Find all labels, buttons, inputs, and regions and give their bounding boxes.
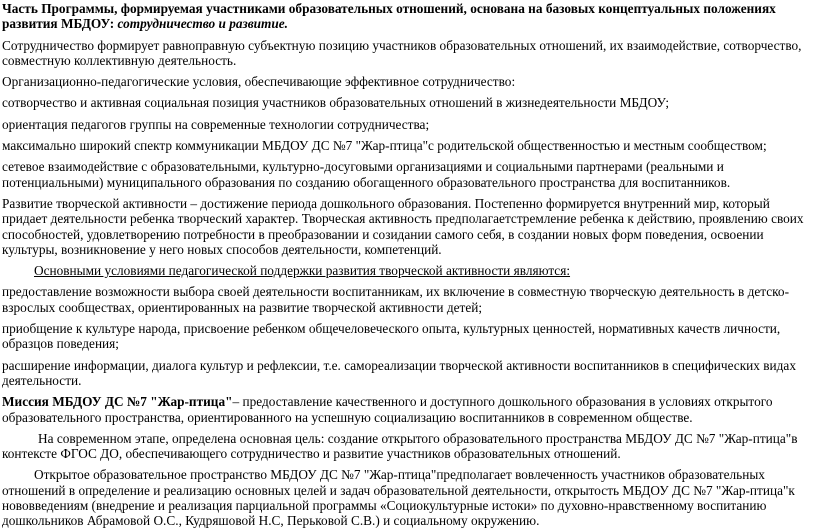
paragraph-creative-activity: Развитие творческой активности – достижение периода дошкольного образования. Постепенно формируется внутренний мир, который придает деятельности ребенка творческий характер. Творческая активность предполагаетстремление ребенка к действию, проявлению своих способностей, удовлетворению потребности в преобразовании и созидании самого себя, в создании новых форм поведения, освоении культуры, возникновение у него новых способов деятельности, компетенций.: [2, 195, 804, 257]
paragraph-mission: [2, 394, 812, 425]
support-conditions-underlined: Основными условиями педагогической поддержки развития творческой активности являются:: [34, 263, 571, 279]
paragraph-support-conditions: [2, 263, 812, 278]
list-item-communication: максимально широкий спектр коммуникации МБДОУ ДС №7 "Жар-птица"с родительской общественностью и местным сообществом;: [2, 138, 767, 154]
paragraph-cooperation: Сотрудничество формирует равноправную субъектную позицию участников образовательных отношений, их взаимодействие, сотворчество, совместную коллективную деятельность.: [2, 37, 802, 68]
title-italic-text: сотрудничество и развитие.: [117, 16, 288, 32]
list-item-cocreation: сотворчество и активная социальная позиция участников образовательных отношений в жизнедеятельности МБДОУ;: [2, 95, 670, 111]
paragraph-main-goal: На современном этапе, определена основная цель: создание открытого образовательного пространства МБДОУ ДС №7 "Жар-птица"в контексте ФГОС ДО, обеспечивающего сотрудничество и развитие участников образовательных отношений.: [2, 430, 798, 462]
title-bold-text: Часть Программы, формируемая участниками образовательных отношений, основана на базовых концептуальных положениях развития МБДОУ:: [2, 1, 776, 32]
section-title: [2, 1, 812, 32]
mission-text: – предоставление качественного и доступного дошкольного образования в условиях открытого образовательного пространства, ориентированного на успешную социализацию воспитанников в современном обществе.: [2, 394, 773, 425]
list-item-network-interaction: сетевое взаимодействие с образовательными, культурно-досуговыми организациями и социальными партнерами (реальными и потенциальными) муниципального образования по созданию обогащенного образовательного пространства для воспитанников.: [2, 159, 731, 190]
list-item-teachers-orientation: ориентация педагогов группы на современные технологии сотрудничества;: [2, 116, 430, 132]
list-item-culture: приобщение к культуре народа, присвоение ребенком общечеловеческого опыта, культурных ценностей, нормативных качеств личности, образцов поведения;: [2, 321, 781, 352]
list-item-choice: предоставление возможности выбора своей деятельности воспитанникам, их включение в совместную творческую деятельность в детско-взрослых сообществах, ориентированных на развитие творческой активности детей;: [2, 284, 789, 315]
mission-bold-text: Миссия МБДОУ ДС №7 "Жар-птица": [2, 394, 233, 410]
paragraph-conditions-intro: Организационно-педагогические условия, обеспечивающие эффективное сотрудничество:: [2, 74, 516, 90]
paragraph-open-space: Открытое образовательное пространство МБДОУ ДС №7 "Жар-птица"предполагает вовлеченность участников образовательных отношений в определение и реализацию основных целей и задач образовательной деятельности, открытость МБДОУ ДС №7 "Жар-птица"к нововведениям (внедрение и реализация парциальной программы «Социокультурные истоки» по духовно-нравственному воспитанию дошкольников Абрамовой О.С., Кудряшовой Н.С, Перьковой С.В.) и социальному окружению.: [2, 467, 795, 529]
list-item-information: расширение информации, диалога культур и рефлексии, т.е. самореализации творческой активности воспитанников в специфических видах деятельности.: [2, 357, 796, 388]
